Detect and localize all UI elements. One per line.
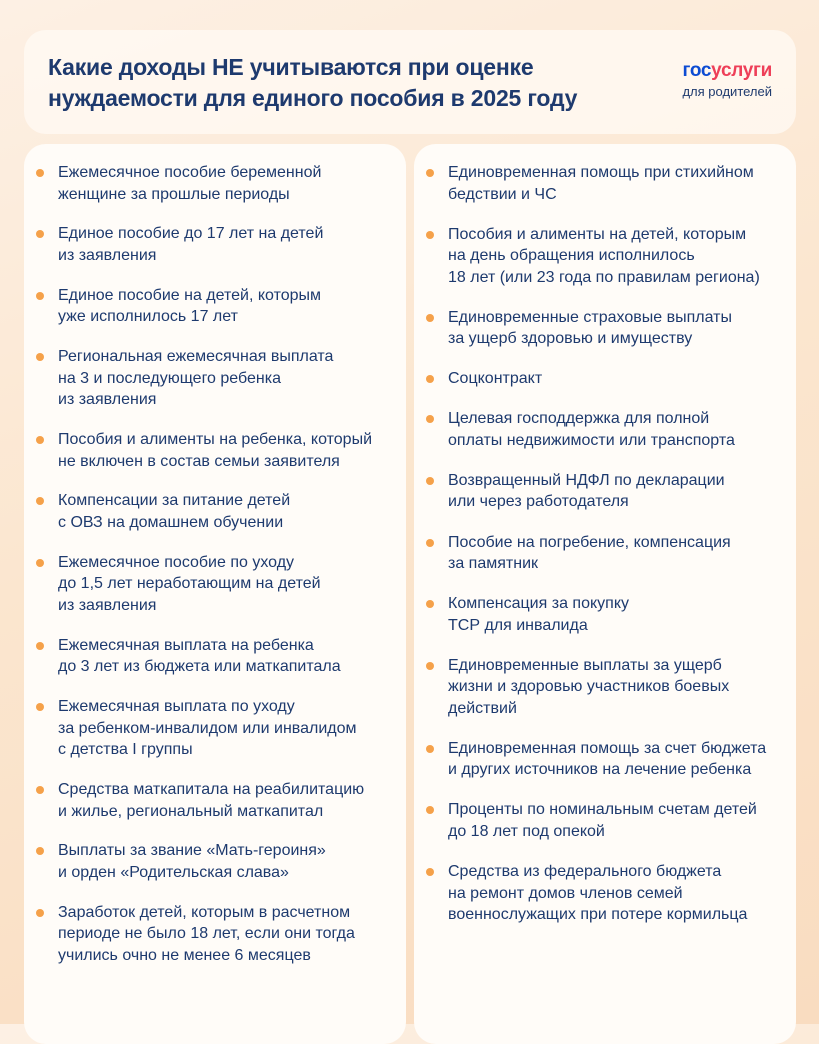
list-item xyxy=(414,532,796,575)
bullet-dot-icon xyxy=(36,559,44,567)
bullet-dot-icon xyxy=(36,642,44,650)
logo-gos-text: гос xyxy=(682,60,712,81)
logo-subtitle: для родителей xyxy=(682,84,772,99)
bullet-dot-icon xyxy=(426,662,434,670)
logo-wordmark xyxy=(682,60,772,82)
logo-uslugi-text: услуги xyxy=(711,60,772,81)
bullet-dot-icon xyxy=(36,230,44,238)
list-item xyxy=(414,368,796,390)
bullet-dot-icon xyxy=(36,786,44,794)
list-item-text: Средства маткапитала на реабилитацию и жилье, региональный маткапитал xyxy=(58,781,365,820)
bullet-dot-icon xyxy=(36,292,44,300)
list-item-text: Целевая господдержка для полной оплаты недвижимости или транспорта xyxy=(448,410,735,449)
list-item-text: Пособия и алименты на ребенка, который не включен в состав семьи заявителя xyxy=(58,431,373,470)
list-item xyxy=(414,307,796,350)
list-item-text: Средства из федерального бюджета на ремонт домов членов семей военнослужащих при потере кормильца xyxy=(448,863,748,924)
list-item-text: Ежемесячная выплата по уходу за ребенком-инвалидом или инвалидом с детства I группы xyxy=(58,698,357,759)
bullet-dot-icon xyxy=(426,806,434,814)
list-item-text: Региональная ежемесячная выплата на 3 и последующего ребенка из заявления xyxy=(58,348,334,409)
list-item xyxy=(24,902,406,967)
list-item xyxy=(414,224,796,289)
bullet-dot-icon xyxy=(426,868,434,876)
bullet-dot-icon xyxy=(426,600,434,608)
bullet-dot-icon xyxy=(36,436,44,444)
list-item-text: Пособия и алименты на детей, которым на день обращения исполнилось 18 лет (или 23 года по правилам региона) xyxy=(448,225,760,286)
list-item xyxy=(24,635,406,678)
left-income-list-card xyxy=(24,144,406,1044)
list-item-text: Ежемесячная выплата на ребенка до 3 лет из бюджета или маткапитала xyxy=(58,636,341,676)
bullet-dot-icon xyxy=(426,415,434,423)
bullet-dot-icon xyxy=(426,477,434,485)
bullet-dot-icon xyxy=(36,497,44,505)
bullet-dot-icon xyxy=(426,231,434,239)
list-item xyxy=(414,655,796,720)
list-item xyxy=(24,840,406,883)
list-item-text: Пособие на погребение, компенсация за памятник xyxy=(448,533,731,573)
bullet-dot-icon xyxy=(426,169,434,177)
list-item-text: Единовременные выплаты за ущерб жизни и здоровью участников боевых действий xyxy=(448,656,730,717)
list-item-text: Заработок детей, которым в расчетном периоде не было 18 лет, если они тогда учились очно не менее 6 месяцев xyxy=(58,903,355,964)
list-item xyxy=(414,162,796,205)
list-item-text: Единовременная помощь при стихийном бедствии и ЧС xyxy=(448,164,754,203)
list-item-text: Проценты по номинальным счетам детей до 18 лет под опекой xyxy=(448,801,757,840)
list-item xyxy=(24,779,406,822)
list-item-text: Выплаты за звание «Мать-героиня» и орден «Родительская слава» xyxy=(58,842,326,881)
list-item-text: Ежемесячное пособие беременной женщине за прошлые периоды xyxy=(58,164,322,203)
bullet-dot-icon xyxy=(426,375,434,383)
list-item-text: Единовременная помощь за счет бюджета и других источников на лечение ребенка xyxy=(448,739,767,779)
page-title: Какие доходы НЕ учитываются при оценке нуждаемости для единого пособия в 2025 году xyxy=(48,54,578,111)
bullet-dot-icon xyxy=(36,353,44,361)
bullet-dot-icon xyxy=(36,169,44,177)
bullet-dot-icon xyxy=(36,847,44,855)
list-item-text: Единое пособие на детей, которым уже исполнилось 17 лет xyxy=(58,286,322,326)
list-item-text: Единое пособие до 17 лет на детей из заявления xyxy=(58,225,324,264)
list-item xyxy=(414,861,796,926)
list-item xyxy=(24,285,406,328)
header-panel xyxy=(24,30,796,134)
list-item xyxy=(414,738,796,781)
list-item xyxy=(414,408,796,451)
list-item xyxy=(24,696,406,761)
list-item xyxy=(24,429,406,472)
list-item-text: Компенсации за питание детей с ОВЗ на домашнем обучении xyxy=(58,492,291,531)
list-item xyxy=(24,346,406,411)
list-item-text: Ежемесячное пособие по уходу до 1,5 лет неработающим на детей из заявления xyxy=(58,553,321,614)
list-item xyxy=(24,223,406,266)
list-item xyxy=(24,552,406,617)
list-item-text: Соцконтракт xyxy=(448,370,543,388)
bullet-dot-icon xyxy=(36,703,44,711)
list-item-text: Возвращенный НДФЛ по декларации или через работодателя xyxy=(448,471,725,511)
list-item xyxy=(414,470,796,513)
gosuslugi-logo[interactable] xyxy=(682,60,772,100)
bullet-dot-icon xyxy=(36,909,44,917)
list-item-text: Единовременные страховые выплаты за ущерб здоровью и имуществу xyxy=(448,308,732,348)
list-item xyxy=(24,490,406,533)
bullet-dot-icon xyxy=(426,745,434,753)
bullet-dot-icon xyxy=(426,539,434,547)
bullet-dot-icon xyxy=(426,314,434,322)
list-item xyxy=(414,593,796,636)
list-item-text: Компенсация за покупку ТСР для инвалида xyxy=(448,595,629,634)
list-item xyxy=(24,162,406,205)
list-item xyxy=(414,799,796,842)
left-income-list xyxy=(24,162,406,985)
right-income-list-card xyxy=(414,144,796,1044)
right-income-list xyxy=(414,162,796,944)
